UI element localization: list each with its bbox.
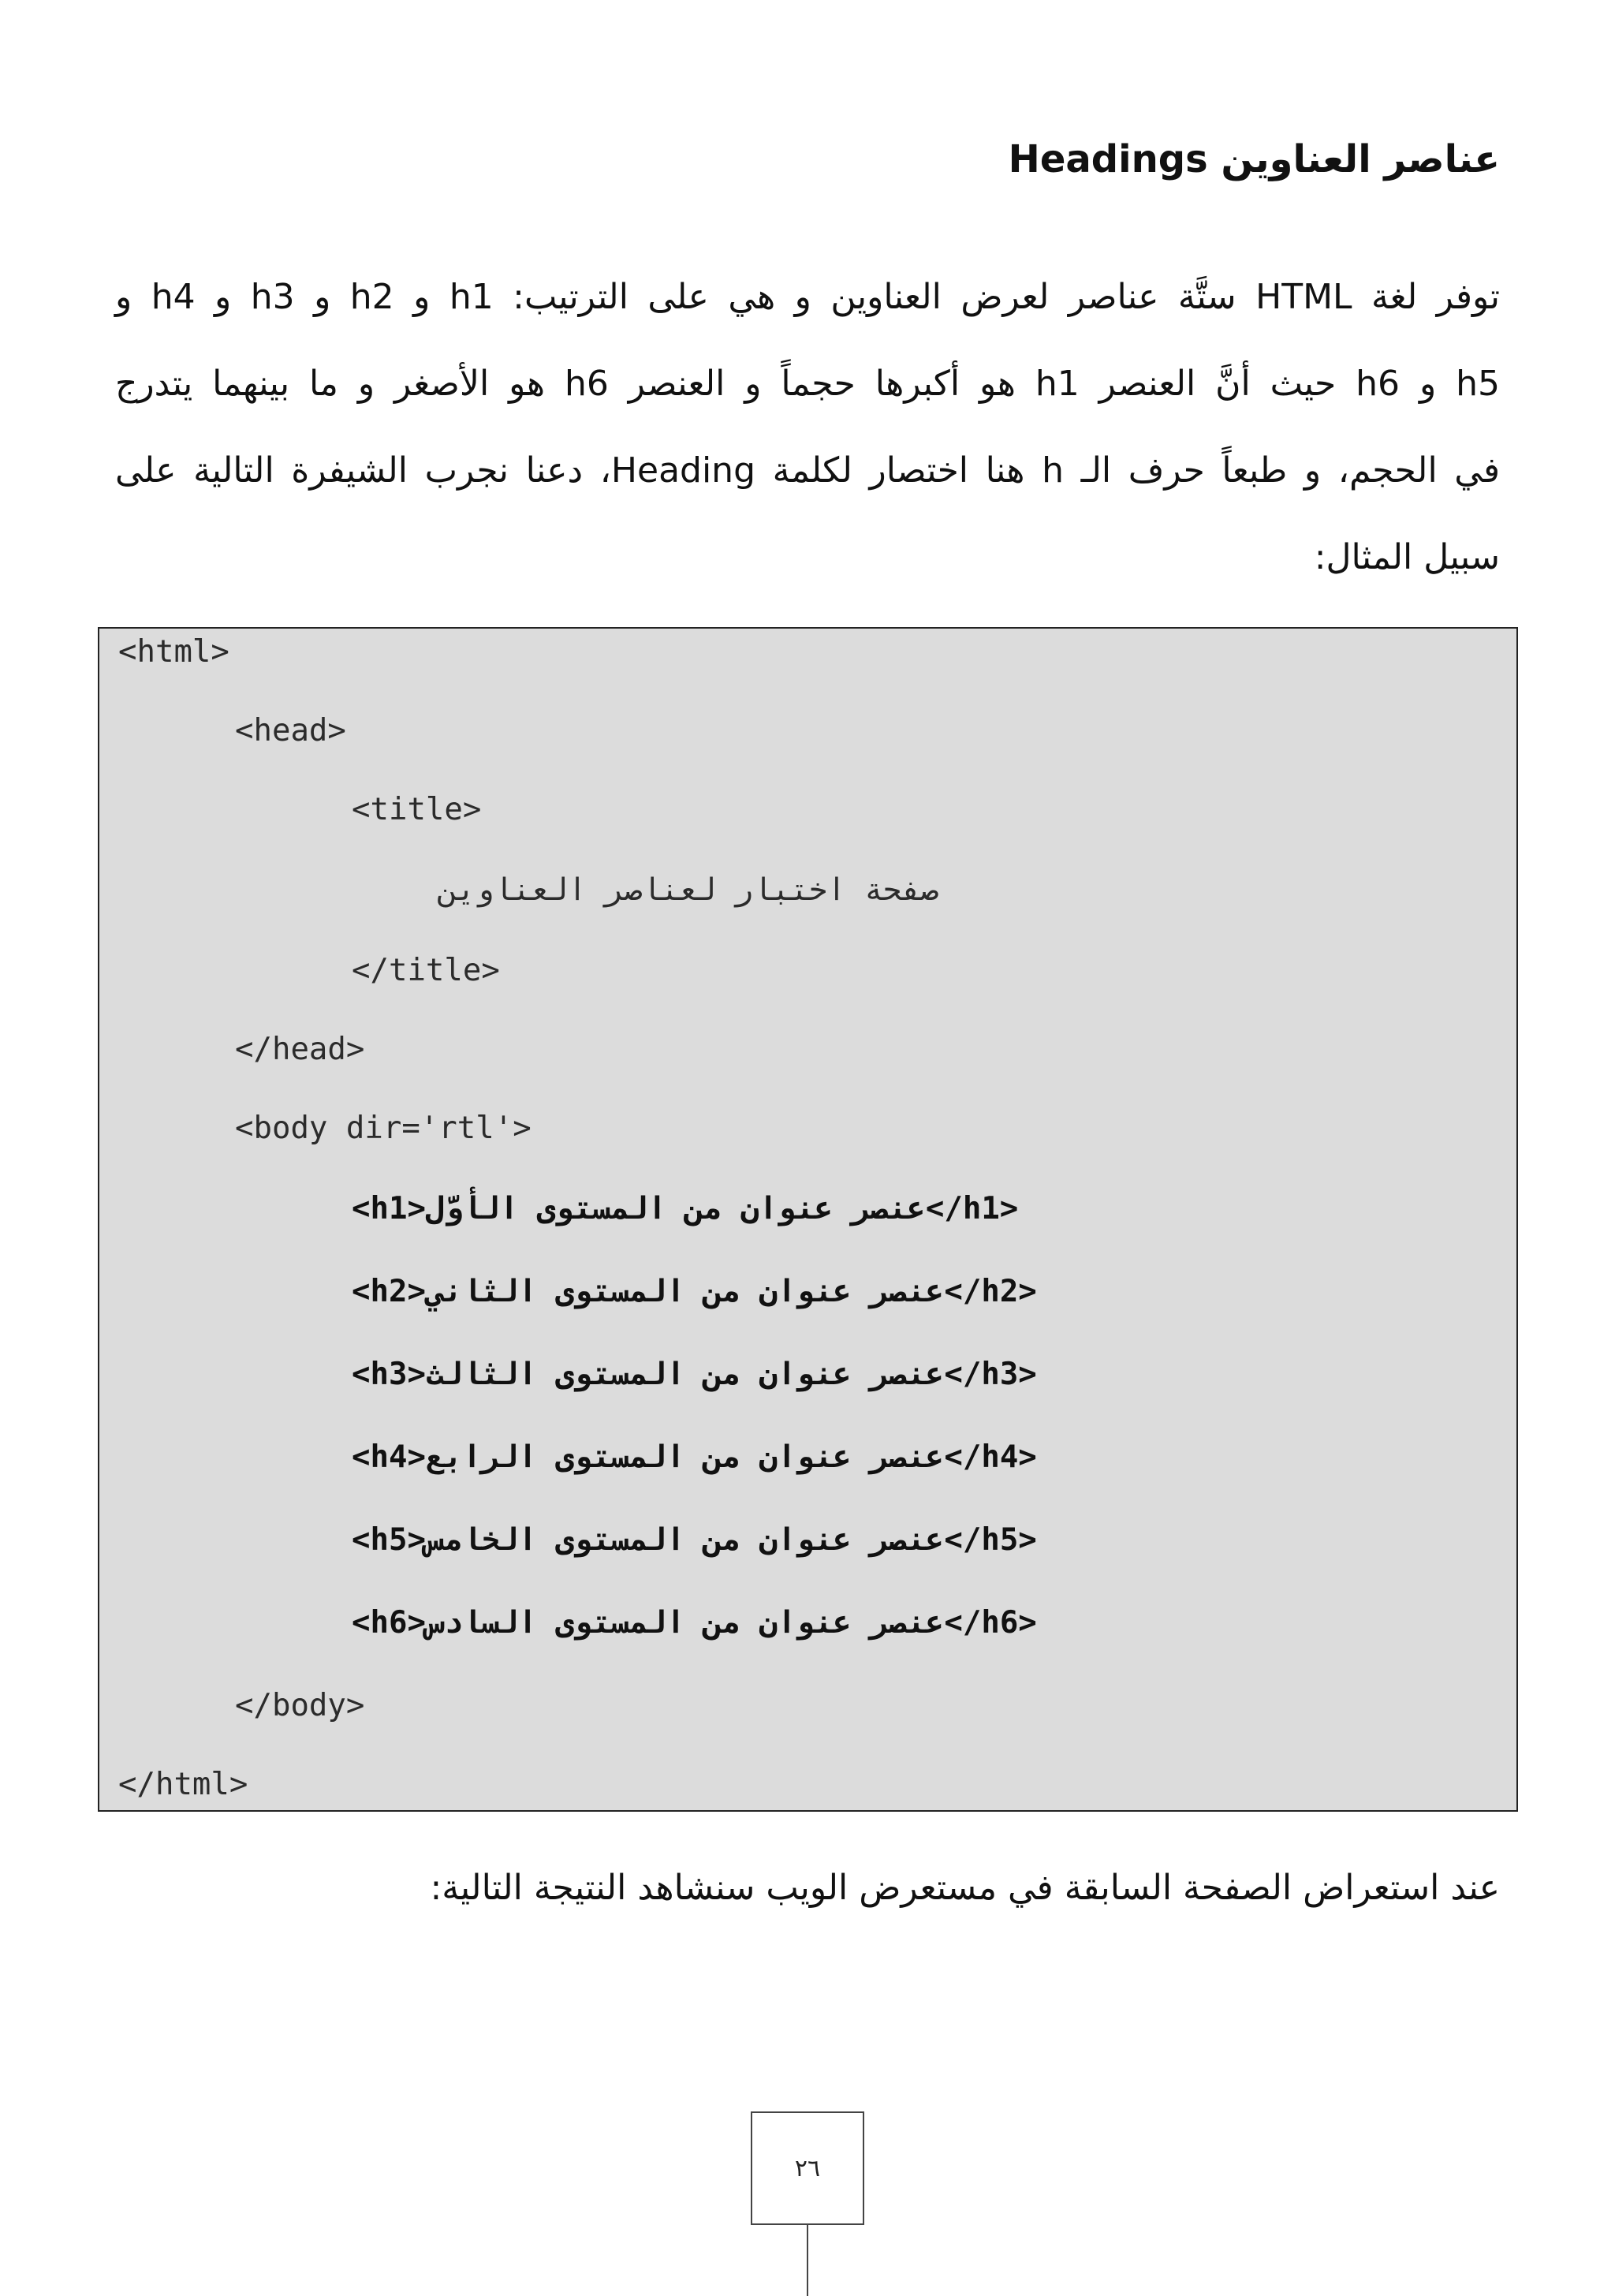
code-head-open: <head> xyxy=(235,713,346,749)
code-heading-line-h4 xyxy=(352,1434,1037,1481)
code-example-box xyxy=(98,627,1518,1812)
code-body-open: <body dir='rtl'> xyxy=(235,1111,531,1146)
code-body-close: </body> xyxy=(235,1688,365,1723)
intro-line-4: سبيل المثال: xyxy=(1314,537,1500,577)
intro-line-2: h5 و h6 حيث أنَّ العنصر h1 هو أكبرها حجماً و العنصر h6 هو الأصغر و ما بينهما يتدرج xyxy=(115,364,1501,404)
outro-paragraph: عند استعراض الصفحة السابقة في مستعرض الويب سنشاهد النتيجة التالية: xyxy=(430,1868,1500,1908)
code-title-close: </title> xyxy=(352,953,500,988)
code-title-text xyxy=(438,867,938,914)
code-heading-line-h6 xyxy=(352,1600,1037,1647)
code-tag-close: </h6> xyxy=(944,1605,1037,1641)
intro-line-1: توفر لغة HTML ستَّة عناصر لعرض العناوين و هي على الترتيب: h1 و h2 و h3 و h4 و xyxy=(115,277,1500,317)
code-heading-text: عنصر عنوان من المستوى الأوَّل xyxy=(425,1191,926,1226)
code-tag-open: <h2> xyxy=(352,1274,426,1309)
code-html-close: </html> xyxy=(118,1767,248,1802)
code-tag-open: <h3> xyxy=(352,1357,426,1392)
intro-paragraph xyxy=(115,254,1500,601)
page-number-stem xyxy=(807,2225,808,2296)
code-heading-line-h2 xyxy=(352,1268,1037,1316)
code-heading-text: عنصر عنوان من المستوى السادس xyxy=(425,1605,945,1641)
code-tag-open: <h6> xyxy=(352,1605,426,1641)
code-heading-text: عنصر عنوان من المستوى الخامس xyxy=(425,1522,945,1558)
code-tag-open: <h5> xyxy=(352,1522,426,1558)
code-tag-close: </h2> xyxy=(944,1274,1037,1309)
code-title-open: <title> xyxy=(352,792,482,827)
section-title: عناصر العناوين Headings xyxy=(1008,137,1500,181)
page-number-box xyxy=(751,2111,864,2225)
code-heading-line-h5 xyxy=(352,1517,1037,1564)
code-title-text-arabic: صفحة اختبار لعناصر العناوين xyxy=(438,872,938,908)
code-heading-line-h3 xyxy=(352,1351,1037,1398)
code-tag-close: </h3> xyxy=(944,1357,1037,1392)
code-tag-open: <h1> xyxy=(352,1191,426,1226)
code-heading-text: عنصر عنوان من المستوى الرابع xyxy=(425,1439,945,1475)
page-number: ٢٦ xyxy=(794,2154,821,2182)
code-heading-text: عنصر عنوان من المستوى الثالث xyxy=(425,1357,945,1392)
code-heading-text: عنصر عنوان من المستوى الثاني xyxy=(425,1274,945,1309)
code-html-open: <html> xyxy=(118,634,229,670)
intro-line-3: في الحجم، و طبعاً حرف الـ h هنا اختصار لكلمة Heading، دعنا نجرب الشيفرة التالية على xyxy=(115,450,1500,491)
code-tag-close: </h5> xyxy=(944,1522,1037,1558)
code-tag-close: </h1> xyxy=(925,1191,1019,1226)
code-tag-close: </h4> xyxy=(944,1439,1037,1475)
code-head-close: </head> xyxy=(235,1032,365,1067)
code-tag-open: <h4> xyxy=(352,1439,426,1475)
code-heading-line-h1 xyxy=(352,1185,1018,1233)
